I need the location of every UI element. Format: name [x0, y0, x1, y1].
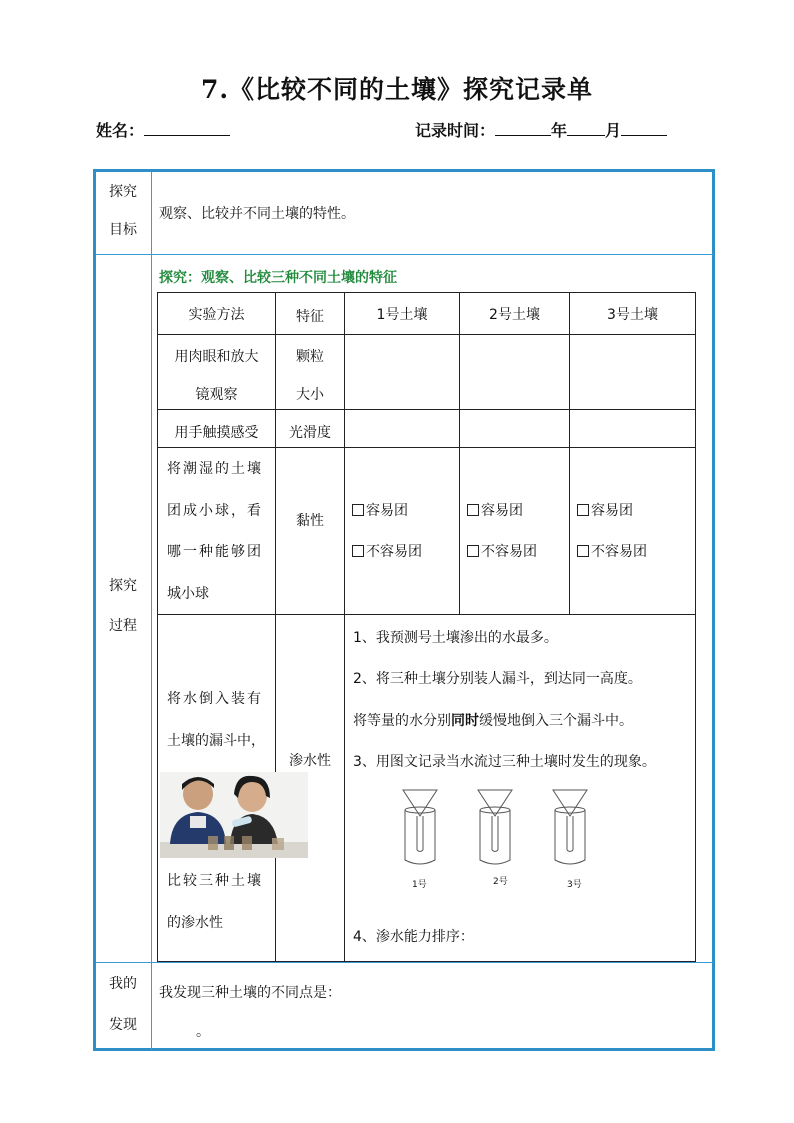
funnel-beaker-diagram: [395, 786, 605, 871]
seep-method-line1: 将水倒入装有: [167, 691, 263, 707]
name-label: 姓名：: [96, 121, 145, 140]
row1-method-line1: 用肉眼和放大: [174, 349, 259, 365]
children-experiment-photo: [160, 772, 308, 858]
row3-method-line1: 将潮湿的土壤: [167, 461, 263, 477]
beaker-label-2: 2号: [493, 877, 508, 887]
page-title: 7.《比较不同的土壤》探究记录单: [200, 75, 594, 104]
row1-method-line2: 镜观察: [195, 387, 238, 403]
soil1-hard-checkbox[interactable]: 不容易团: [352, 541, 422, 561]
row3-method-line2: 团成小球，看: [167, 503, 263, 519]
goal-label-2: 目标: [109, 222, 137, 238]
goal-text: 观察、比较并不同土壤的特性。: [159, 206, 355, 222]
seep-step-2: 2、将三种土壤分别装人漏斗，到达同一高度。: [353, 671, 642, 687]
col-header-soil-2: 2号土壤: [489, 307, 540, 323]
record-time-field[interactable]: [415, 118, 667, 141]
discovery-text: 我发现三种土壤的不同点是：: [159, 985, 341, 1001]
seep-method-line4: 的渗水性: [167, 915, 223, 931]
process-divider: [95, 962, 714, 963]
month-label: 月: [605, 121, 622, 140]
col-header-soil-1: 1号土壤: [376, 307, 428, 323]
beaker-label-3: 3号: [567, 880, 582, 890]
discovery-label-1: 我的: [109, 976, 137, 992]
col-header-soil-3: 3号土壤: [607, 307, 658, 323]
seep-feature: 渗水性: [289, 753, 331, 769]
beaker-1-icon: [403, 790, 437, 864]
seep-step-4: 4、渗水能力排序：: [353, 929, 474, 945]
col-header-method: 实验方法: [188, 307, 245, 323]
seep-step-2b: 将等量的水分别同时缓慢地倒入三个漏斗中。: [353, 713, 633, 729]
beaker-2-icon: [478, 790, 512, 864]
row2-feature: 光滑度: [289, 425, 331, 441]
time-label: 记录时间：: [415, 121, 496, 140]
discovery-end: 。: [196, 1024, 210, 1040]
soil2-easy-checkbox[interactable]: 容易团: [467, 500, 523, 520]
beaker-3-icon: [553, 790, 587, 864]
process-label-2: 过程: [109, 618, 137, 634]
seep-step-3: 3、用图文记录当水流过三种土壤时发生的现象。: [353, 754, 656, 770]
row3-method-line4: 城小球: [167, 586, 209, 602]
goal-label-1: 探究: [109, 184, 137, 200]
soil2-hard-checkbox[interactable]: 不容易团: [467, 541, 537, 561]
process-heading: 探究：观察、比较三种不同土壤的特征: [159, 270, 397, 286]
soil1-easy-checkbox[interactable]: 容易团: [352, 500, 408, 520]
discovery-label-2: 发现: [109, 1017, 137, 1033]
seep-method-line3: 比较三种土壤: [167, 873, 263, 889]
goal-divider: [95, 254, 714, 255]
row3-method-line3: 哪一种能够团: [167, 544, 263, 560]
process-label-1: 探究: [109, 578, 137, 594]
soil3-hard-checkbox[interactable]: 不容易团: [577, 541, 647, 561]
year-label: 年: [551, 121, 568, 140]
name-field[interactable]: [96, 118, 230, 141]
seep-method-line2: 土壤的漏斗中，: [167, 733, 265, 749]
col-header-feature: 特征: [296, 309, 324, 325]
row1-feature-line2: 大小: [296, 387, 324, 403]
beaker-label-1: 1号: [412, 880, 427, 890]
seep-step-1: 1、我预测号土壤渗出的水最多。: [353, 630, 558, 646]
row3-feature: 黏性: [296, 513, 324, 529]
row2-method: 用手触摸感受: [174, 425, 259, 441]
row1-feature-line1: 颗粒: [296, 349, 324, 365]
soil3-easy-checkbox[interactable]: 容易团: [577, 500, 633, 520]
